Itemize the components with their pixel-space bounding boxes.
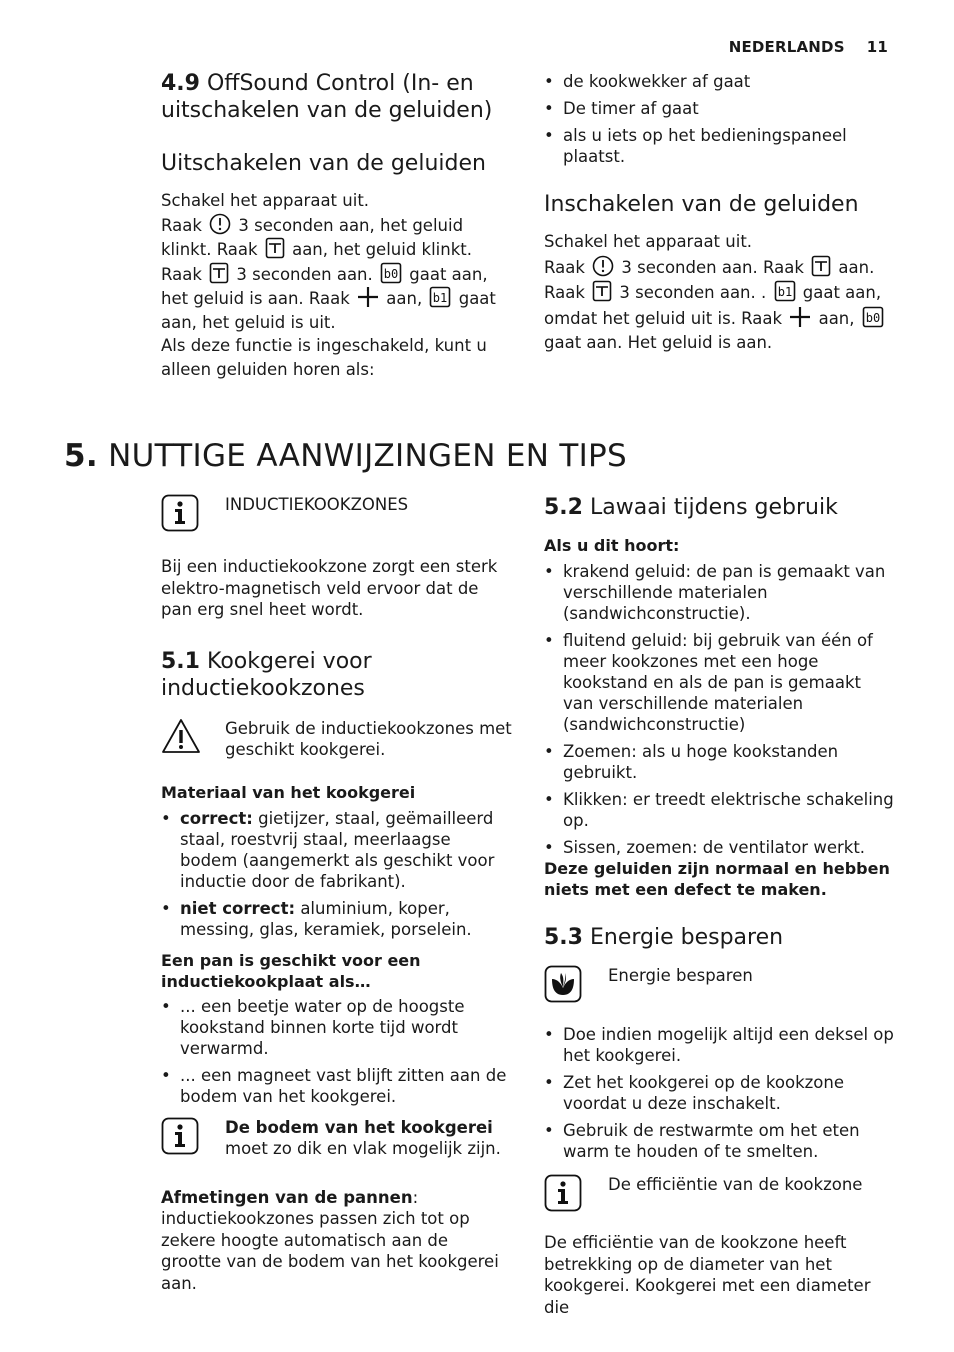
warning-text: Gebruik de inductiekookzones met geschikt kookgerei. <box>225 718 512 759</box>
noise-normal-note: Deze geluiden zijn normaal en hebben niets met een defect te maken. <box>544 859 890 899</box>
warning-note <box>161 718 513 764</box>
list-item: • ... een beetje water op de hoogste kookstand binnen korte tijd wordt verwarmd. <box>161 996 513 1059</box>
power-icon <box>592 255 614 277</box>
list-item: • als u iets op het bedieningspaneel plaatst. <box>544 125 894 167</box>
sound-conditions-list <box>544 71 894 167</box>
list-item: • Klikken: er treedt elektrische schakeling op. <box>544 789 896 831</box>
info-note-bottom <box>161 1117 513 1173</box>
svg-text:b1: b1 <box>777 285 792 299</box>
sounds-off-heading: Uitschakelen van de geluiden <box>161 151 486 176</box>
section-4-9-left <box>161 70 511 381</box>
header-language: NEDERLANDS <box>728 38 845 56</box>
suitable-heading: Een pan is geschikt voor een inductiekookplaat als… <box>161 950 421 991</box>
section-5-1-title: 5.1 Kookgerei voor inductiekookzones <box>161 648 372 701</box>
info-icon <box>161 494 199 532</box>
power-icon <box>209 213 231 235</box>
section-5-left <box>161 494 513 1294</box>
list-item: • Zoemen: als u hoge kookstanden gebruikt. <box>544 741 896 783</box>
display-b1-icon <box>429 286 451 308</box>
list-item: • niet correct: aluminium, koper, messing, glas, keramiek, porselein. <box>161 898 513 940</box>
chapter-title: 5. NUTTIGE AANWIJZINGEN EN TIPS <box>64 438 628 474</box>
warning-icon <box>161 718 201 754</box>
timer-icon <box>592 280 612 302</box>
timer-icon <box>265 237 285 259</box>
material-heading: Materiaal van het kookgerei <box>161 782 416 802</box>
page-header <box>729 38 888 56</box>
eco-note <box>544 965 896 1011</box>
svg-text:b1: b1 <box>433 291 448 305</box>
noise-list <box>544 561 896 858</box>
induction-intro: Bij een inductiekookzone zorgt een sterk elektro-magnetisch veld ervoor dat de pan erg snel heet wordt. <box>161 557 498 619</box>
header-page-number: 11 <box>866 38 888 56</box>
display-b1-icon <box>774 280 796 302</box>
info-note-text: De bodem van het kookgerei moet zo dik en vlak mogelijk zijn. <box>225 1117 501 1158</box>
section-5-right <box>544 494 896 1318</box>
info-note-efficiency <box>544 1174 896 1218</box>
list-item: • fluitend geluid: bij gebruik van één of meer kookzones met een hoge kookstand en als de pan is gemaakt van verschillende materialen (sandwichconstructie) <box>544 630 896 735</box>
list-item: • Zet het kookgerei op de kookzone voordat u deze inschakelt. <box>544 1072 896 1114</box>
suitable-list <box>161 996 513 1107</box>
section-5-2-title: 5.2 Lawaai tijdens gebruik <box>544 495 838 520</box>
info-note-label: De efficiëntie van de kookzone <box>608 1175 863 1194</box>
info-icon <box>544 1174 582 1212</box>
energy-saving-list <box>544 1024 896 1162</box>
list-item: • krakend geluid: de pan is gemaakt van verschillende materialen (sandwichconstructie). <box>544 561 896 624</box>
sounds-on-heading: Inschakelen van de geluiden <box>544 192 859 217</box>
plus-icon <box>357 286 379 308</box>
eco-note-label: Energie besparen <box>608 966 753 985</box>
energy-saving-leaf-icon <box>544 965 582 1003</box>
efficiency-text: De efficiëntie van de kookzone heeft betrekking op de diameter van het kookgerei. Kookgerei met een diameter die <box>544 1233 871 1317</box>
if-you-hear-heading: Als u dit hoort: <box>544 536 680 555</box>
sounds-off-text: Schakel het apparaat uit. Raak 3 seconden aan, het geluid klinkt. Raak aan, het geluid klinkt. Raak 3 seconden aan. b0 gaat aan, het geluid is aan. Raak aan, b1 gaat aan, het geluid is uit. Als deze functie is ingeschakeld, kunt u alleen geluiden horen als: <box>161 191 496 379</box>
list-item: • de kookwekker af gaat <box>544 71 894 92</box>
list-item: • De timer af gaat <box>544 98 894 119</box>
list-item: • correct: gietijzer, staal, geëmailleerd staal, roestvrij staal, meerlaagse bodem (aangemerkt als geschikt voor inductie door de fabrikant). <box>161 808 513 892</box>
info-icon <box>161 1117 199 1155</box>
list-item: • Gebruik de restwarmte om het eten warm te houden of te smelten. <box>544 1120 896 1162</box>
section-4-9-right <box>544 71 894 356</box>
svg-text:b0: b0 <box>865 310 880 325</box>
material-list <box>161 808 513 940</box>
timer-icon <box>811 255 831 277</box>
pan-sizes-text: Afmetingen van de pannen: inductiekookzones passen zich tot op zekere hoogte automatisch aan de grootte van de bodem van het kookgerei aan. <box>161 1187 499 1293</box>
timer-icon <box>209 262 229 284</box>
svg-text:b0: b0 <box>383 266 399 281</box>
info-note-label: INDUCTIEKOOKZONES <box>225 495 409 514</box>
list-item: • Sissen, zoemen: de ventilator werkt. <box>544 837 896 858</box>
plus-icon <box>789 306 811 328</box>
list-item: • ... een magneet vast blijft zitten aan de bodem van het kookgerei. <box>161 1065 513 1107</box>
section-5-3-title: 5.3 Energie besparen <box>544 925 784 950</box>
sounds-on-text: Schakel het apparaat uit. Raak 3 seconden aan. Raak aan. Raak 3 seconden aan. . b1 gaat aan, omdat het geluid uit is. Raak aan, b0 gaat aan. Het geluid is aan. <box>544 230 894 356</box>
list-item: • Doe indien mogelijk altijd een deksel op het kookgerei. <box>544 1024 896 1066</box>
info-note-induction <box>161 494 513 538</box>
display-b0-icon <box>862 306 884 328</box>
display-b0-icon <box>380 262 402 284</box>
section-4-9-title: 4.9 OffSound Control (In- en uitschakelen van de geluiden) <box>161 71 493 123</box>
